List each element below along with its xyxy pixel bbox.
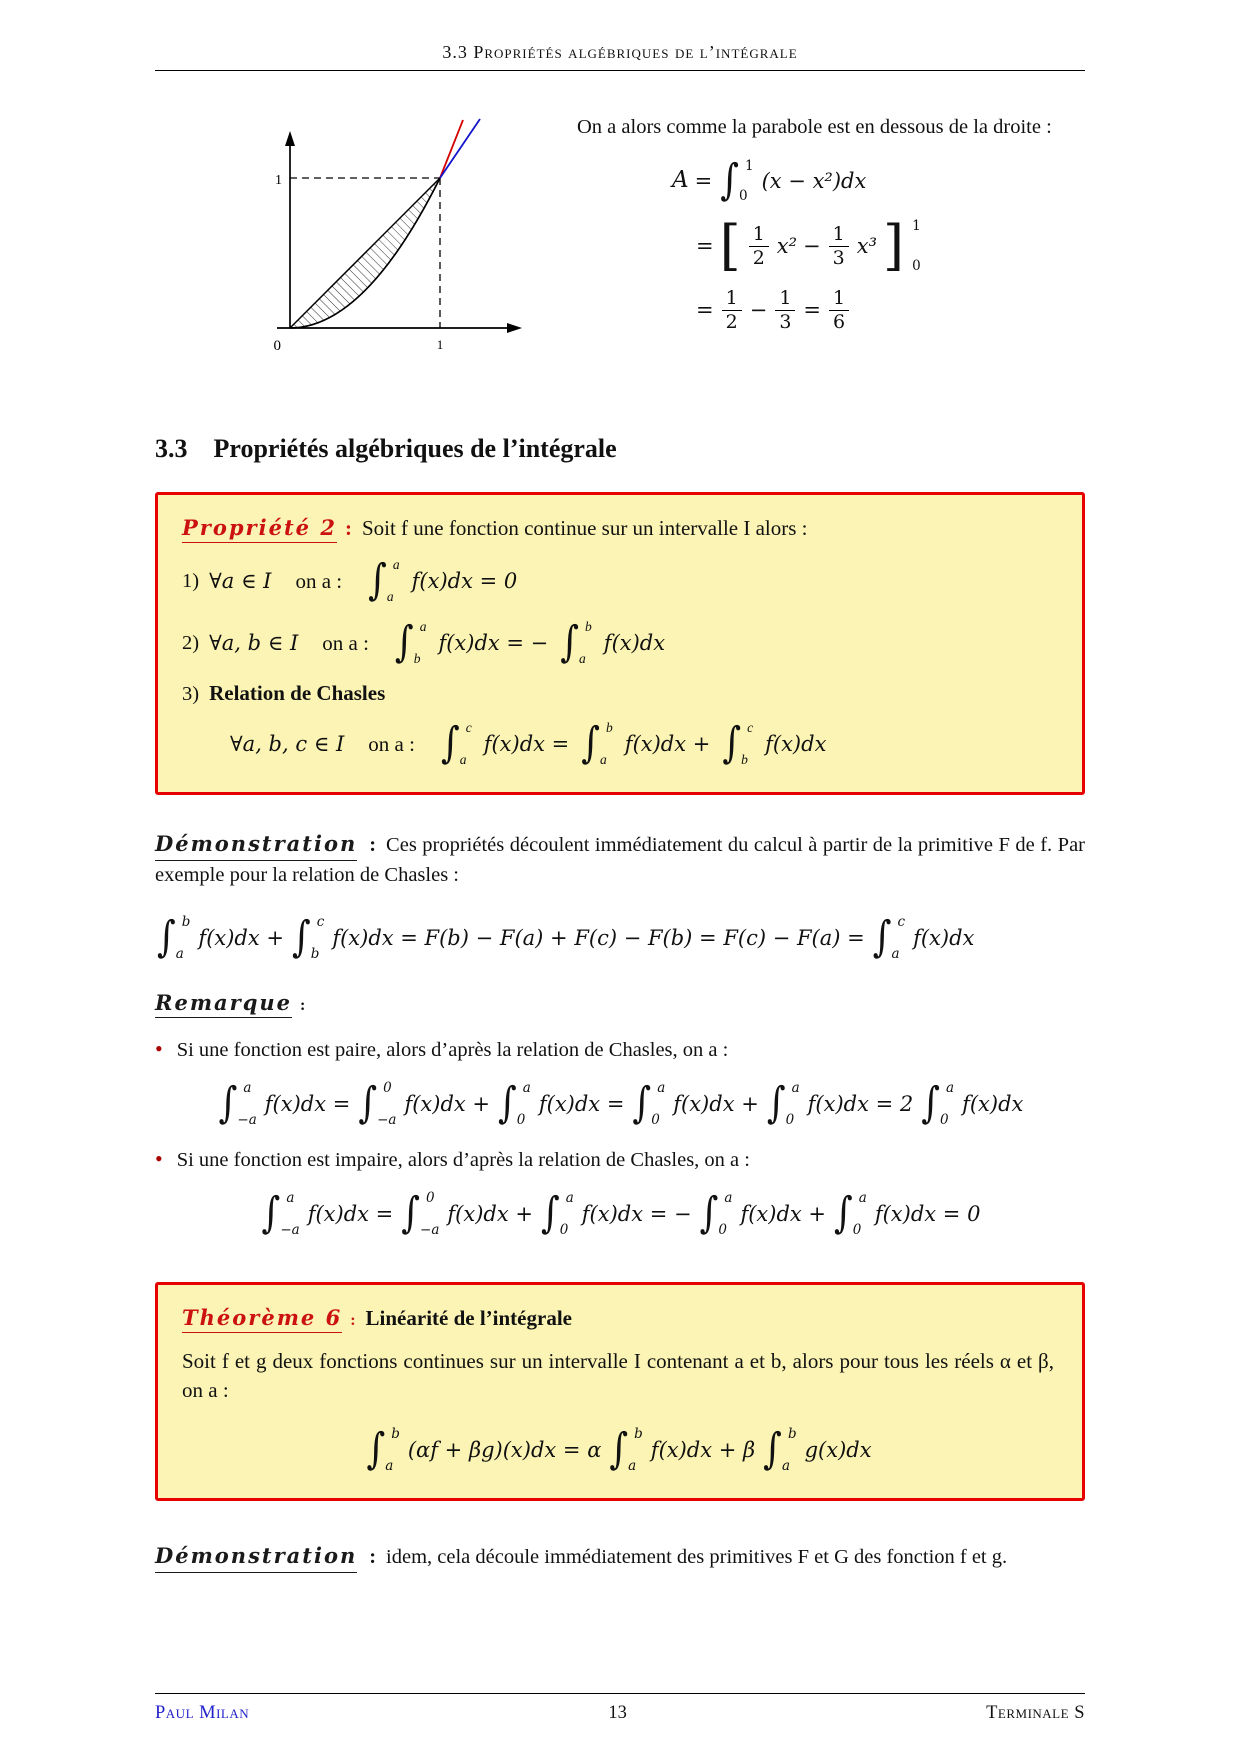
bullet-icon: •: [155, 1146, 163, 1172]
integrand: f(x)dx = 2: [807, 1092, 914, 1117]
integral-upper-bound: a: [522, 1080, 531, 1097]
integral: [498, 1080, 531, 1128]
term: x³: [856, 233, 878, 258]
integral: [763, 1426, 796, 1474]
integral-sign: ∫: [401, 1189, 421, 1238]
integrand: (αf + βg)(x)dx = α: [407, 1437, 602, 1462]
demonstration-2: [155, 1541, 1085, 1573]
label-colon: :: [369, 834, 377, 856]
integral-upper-bound: b: [606, 720, 613, 735]
integral: [262, 1190, 300, 1238]
integral-sign: ∫: [358, 1079, 378, 1128]
integral-sign: ∫: [872, 913, 892, 962]
integral-upper-bound: c: [316, 914, 325, 931]
integrand: f(x)dx +: [404, 1092, 491, 1117]
integral-sign: ∫: [921, 1079, 941, 1128]
integral-sign: ∫: [722, 719, 742, 768]
integral-sign: ∫: [261, 1189, 281, 1238]
numerator: 1: [829, 287, 849, 311]
demonstration-text: idem, cela découle immédiatement des primitives F et G des fonction f et g.: [386, 1545, 1008, 1568]
integral: [541, 1190, 574, 1238]
demonstration-label: Démonstration: [155, 1541, 357, 1573]
integrand: f(x)dx =: [483, 732, 570, 756]
quantifier: ∀a, b ∈ I: [209, 631, 299, 655]
denominator: 2: [752, 246, 765, 269]
integral: [700, 1190, 733, 1238]
y-axis-arrow: [285, 131, 295, 146]
integral-upper-bound: a: [419, 619, 427, 634]
integral-sign: ∫: [291, 913, 311, 962]
integrand: f(x)dx +: [740, 1202, 827, 1227]
page-number: 13: [608, 1703, 627, 1723]
left-bracket: [: [719, 213, 741, 277]
integrand: f(x)dx +: [624, 732, 711, 756]
section-heading: [155, 434, 1085, 464]
integral-upper-bound: 0: [426, 1190, 435, 1207]
quantifier: ∀a, b, c ∈ I: [230, 732, 345, 756]
integral-upper-bound: a: [243, 1080, 252, 1097]
numerator: 1: [722, 287, 742, 311]
propriete-item-1: [182, 557, 1054, 605]
integral: [366, 1426, 399, 1474]
integral-lower-bound: b: [310, 946, 320, 963]
propriete-label: Propriété 2: [182, 515, 337, 543]
integral-sign: ∫: [368, 556, 387, 605]
integral: [560, 619, 592, 667]
bracket-lower-bound: 0: [912, 257, 921, 274]
integral: [581, 720, 613, 768]
on-a-text: on a :: [322, 630, 369, 655]
on-a-text: on a :: [295, 568, 343, 593]
paire-equation: [155, 1080, 1085, 1128]
integral-lower-bound: b: [413, 651, 421, 666]
integral-lower-bound: a: [891, 946, 900, 963]
integral: [401, 1190, 439, 1238]
right-bracket: ]: [883, 213, 905, 277]
integral-lower-bound: a: [175, 946, 184, 963]
theoreme-header: [182, 1305, 1054, 1333]
integral-lower-bound: −a: [377, 1112, 397, 1129]
integral-upper-bound: b: [585, 619, 592, 634]
fraction: [722, 287, 742, 334]
equals-sign: =: [694, 168, 713, 193]
label-colon: :: [350, 1312, 356, 1330]
bullet-paire: [155, 1038, 1085, 1062]
item-number: 2): [182, 631, 200, 654]
minus-sign: −: [803, 233, 821, 258]
integral-lower-bound: −a: [280, 1222, 300, 1239]
integral-sign: ∫: [763, 1425, 782, 1474]
numerator: 1: [829, 223, 849, 247]
integrand: f(x)dx = F(b) − F(a) + F(c) − F(b) = F(c) − F(a) =: [332, 926, 865, 951]
integrand: f(x)dx: [913, 926, 975, 951]
integral-lower-bound: −a: [237, 1112, 257, 1129]
integral-sign: ∫: [834, 1189, 853, 1238]
integrand: f(x)dx = 0: [874, 1202, 981, 1227]
integral-sign: ∫: [699, 1189, 719, 1238]
fraction: [749, 223, 769, 270]
fraction: [829, 287, 849, 334]
integral: [873, 914, 905, 962]
integral-sign: ∫: [157, 913, 176, 962]
integrand: f(x)dx = 0: [411, 569, 518, 593]
intro-paragraph: On a alors comme la parabole est en dessous de la droite :: [577, 116, 1052, 138]
intro-column: [577, 113, 1085, 380]
on-a-text: on a :: [368, 731, 415, 756]
chasles-title: Relation de Chasles: [209, 681, 386, 705]
integral-lower-bound: a: [600, 752, 607, 767]
fraction: [775, 287, 795, 334]
integrand: f(x)dx +: [198, 926, 284, 951]
theoreme-box: [155, 1282, 1085, 1501]
integral-upper-bound: 0: [383, 1080, 392, 1097]
label-colon: :: [369, 1545, 377, 1568]
label-colon: :: [344, 516, 352, 540]
bracket-bounds: [912, 217, 921, 275]
bullet-impaire: [155, 1148, 1085, 1172]
integral-upper-bound: a: [946, 1080, 955, 1097]
impaire-equation: [155, 1190, 1085, 1238]
integral-sign: ∫: [609, 1425, 629, 1474]
integrand: f(x)dx: [765, 732, 827, 756]
integral-sign: ∫: [498, 1079, 517, 1128]
fraction: [829, 223, 849, 270]
area-equation-line-3: [696, 287, 1085, 334]
paire-text: Si une fonction est paire, alors d’après la relation de Chasles, on a :: [176, 1039, 729, 1062]
integral: [157, 914, 190, 962]
impaire-text: Si une fonction est impaire, alors d’après la relation de Chasles, on a :: [176, 1149, 750, 1172]
term: x²: [776, 233, 798, 258]
integral-lower-bound: 0: [516, 1112, 526, 1129]
theoreme-title: Linéarité de l’intégrale: [365, 1306, 572, 1331]
area-equation-line-2: [696, 213, 1085, 277]
denominator: 3: [779, 311, 792, 334]
running-header: 3.3 Propriétés algébriques de l’intégrale: [155, 42, 1085, 71]
equals-sign: =: [803, 298, 822, 323]
propriete-item-3-equation: [230, 720, 1054, 768]
integral-upper-bound: b: [391, 1425, 400, 1442]
quantifier: ∀a ∈ I: [209, 569, 272, 593]
integral-upper-bound: 1: [745, 158, 754, 175]
integral: [395, 619, 427, 667]
integral-upper-bound: a: [565, 1190, 574, 1207]
x-axis-arrow: [507, 323, 522, 333]
integral-sign: ∫: [366, 1425, 386, 1474]
minus-sign: −: [749, 298, 768, 323]
integral-lower-bound: 0: [785, 1112, 795, 1129]
denominator: 6: [833, 311, 846, 334]
integral-lower-bound: b: [741, 752, 748, 767]
integrand: (x − x²)dx: [761, 168, 867, 193]
integrand: f(x)dx: [962, 1092, 1024, 1117]
integrand: g(x)dx: [804, 1437, 872, 1462]
integrand: f(x)dx =: [538, 1092, 625, 1117]
x-tick-label: 1: [436, 337, 444, 352]
chasles-equation: [155, 914, 1085, 962]
integral: [767, 1080, 800, 1128]
integral-sign: ∫: [766, 1079, 786, 1128]
integral-upper-bound: b: [634, 1425, 643, 1442]
integral-upper-bound: a: [791, 1080, 800, 1097]
integral-sign: ∫: [218, 1079, 238, 1128]
integral-sign: ∫: [540, 1189, 560, 1238]
integrand: f(x)dx + β: [650, 1437, 756, 1462]
integrand: f(x)dx = −: [581, 1202, 692, 1227]
integral-lower-bound: a: [459, 752, 467, 767]
integral-upper-bound: b: [181, 914, 191, 931]
parabola-area-graph: [235, 113, 535, 375]
denominator: 3: [832, 246, 845, 269]
integrand: f(x)dx =: [264, 1092, 351, 1117]
integrand: f(x)dx +: [673, 1092, 759, 1117]
integral-upper-bound: c: [465, 720, 472, 735]
integral-upper-bound: c: [747, 720, 754, 735]
integral: [632, 1080, 665, 1128]
integral-sign: ∫: [581, 719, 601, 768]
integral-upper-bound: a: [858, 1190, 867, 1207]
figure-section: [155, 113, 1085, 380]
integral-sign: ∫: [560, 618, 580, 667]
integral-lower-bound: a: [386, 589, 394, 604]
label-colon: :: [300, 997, 306, 1015]
integral: [720, 157, 753, 205]
section-number: 3.3: [155, 434, 188, 463]
integral-upper-bound: a: [286, 1190, 295, 1207]
integral-lower-bound: −a: [420, 1222, 440, 1239]
origin-label: 0: [273, 338, 281, 354]
denominator: 2: [725, 311, 738, 334]
integral-sign: ∫: [720, 156, 739, 205]
bullet-icon: •: [155, 1036, 163, 1062]
equals-sign: =: [696, 298, 714, 323]
integral: [292, 914, 324, 962]
propriete-header: [182, 515, 1054, 543]
integral-upper-bound: a: [392, 557, 400, 572]
integral-lower-bound: 0: [739, 187, 748, 204]
integral-sign: ∫: [632, 1079, 652, 1128]
y-tick-label: 1: [275, 173, 282, 188]
integral: [921, 1080, 954, 1128]
item-number: 1): [182, 569, 200, 592]
numerator: 1: [775, 287, 795, 311]
propriete-intro-text: Soit f une fonction continue sur un intervalle I alors :: [361, 516, 808, 540]
author-link[interactable]: Paul Milan: [155, 1703, 250, 1723]
demonstration-label: Démonstration: [155, 829, 357, 861]
integral-sign: ∫: [440, 719, 460, 768]
integral-lower-bound: a: [628, 1457, 637, 1474]
equals-sign: =: [696, 233, 714, 258]
area-computation: [672, 157, 1085, 334]
numerator: 1: [749, 223, 769, 247]
integral-upper-bound: a: [657, 1080, 666, 1097]
integral-lower-bound: a: [781, 1457, 790, 1474]
demonstration-text: Ces propriétés découlent immédiatement du calcul à partir de la primitive F de f. Par exemple pour la relation de Chasles :: [155, 834, 1085, 887]
theoreme-equation: [182, 1426, 1054, 1474]
propriete-item-2: [182, 619, 1054, 667]
integral-upper-bound: b: [787, 1425, 797, 1442]
page-footer: [155, 1693, 1085, 1724]
integral-lower-bound: a: [385, 1457, 394, 1474]
integral: [609, 1426, 642, 1474]
integral: [358, 1080, 396, 1128]
integral: [368, 557, 400, 605]
item-number: 3): [182, 683, 200, 705]
theoreme-label: Théorème 6: [182, 1305, 342, 1333]
integral-sign: ∫: [394, 618, 414, 667]
integral-upper-bound: c: [897, 914, 906, 931]
integral-lower-bound: 0: [940, 1112, 949, 1129]
integrand: f(x)dx +: [447, 1202, 533, 1227]
remarque-label: Remarque: [155, 990, 292, 1018]
integrand: f(x)dx: [603, 631, 666, 655]
demonstration-1: [155, 829, 1085, 890]
propriete-item-3-title: [182, 681, 1054, 706]
integral: [441, 720, 472, 768]
integral-lower-bound: a: [579, 651, 586, 666]
theoreme-body: Soit f et g deux fonctions continues sur un intervalle I contenant a et b, alors pour tous les réels α et β, on a :: [182, 1349, 1054, 1403]
integral-lower-bound: 0: [651, 1112, 660, 1129]
footer-course-label: Terminale S: [986, 1703, 1085, 1723]
integral-upper-bound: a: [724, 1190, 733, 1207]
bracket-upper-bound: 1: [912, 218, 921, 235]
integral-lower-bound: 0: [559, 1222, 569, 1239]
area-equation-line-1: [672, 157, 1085, 205]
integral-lower-bound: 0: [852, 1222, 862, 1239]
integrand: f(x)dx = −: [438, 631, 549, 655]
figure-parabola-line: [235, 113, 535, 380]
remarque-heading: [155, 990, 1085, 1018]
integrand: f(x)dx =: [307, 1202, 394, 1227]
propriete-box: [155, 492, 1085, 795]
integral: [722, 720, 753, 768]
integral: [834, 1190, 867, 1238]
integral-lower-bound: 0: [718, 1222, 727, 1239]
integral: [219, 1080, 257, 1128]
line-y-equals-x: [290, 178, 440, 328]
section-title-text: Propriétés algébriques de l’intégrale: [213, 434, 617, 463]
area-symbol: A: [672, 167, 689, 194]
